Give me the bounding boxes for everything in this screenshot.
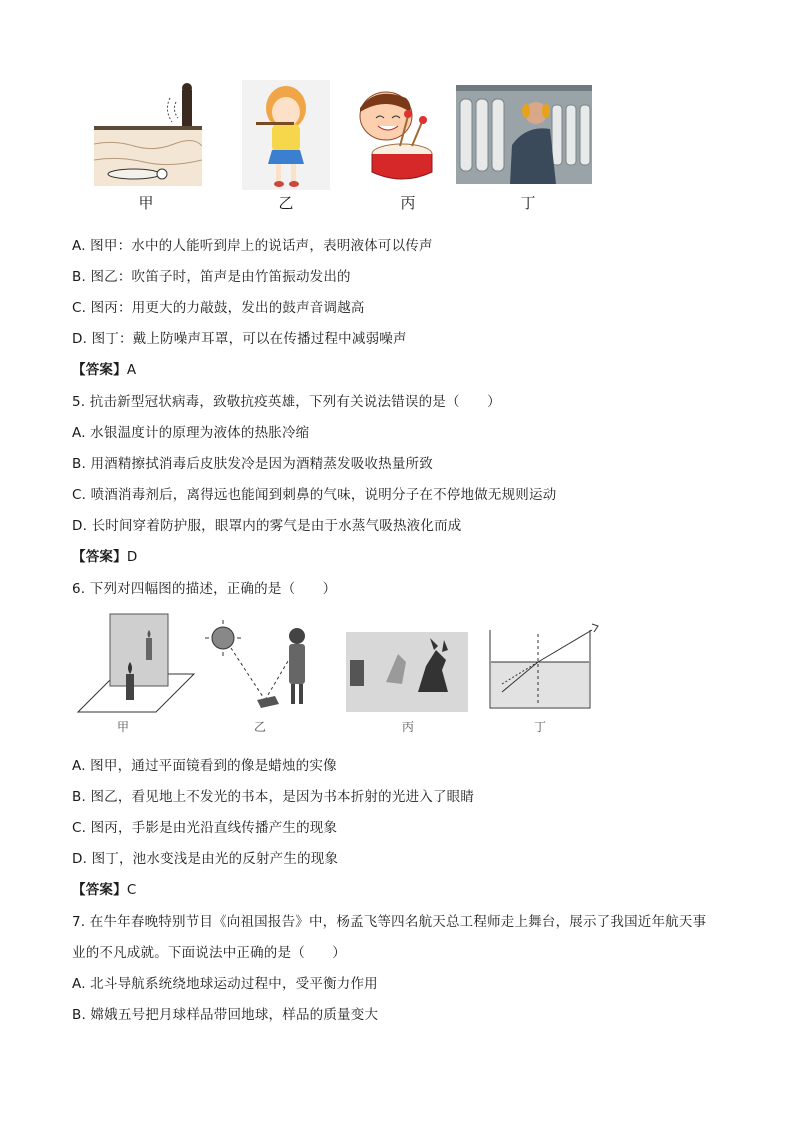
q7-option-a: A. 北斗导航系统绕地球运动过程中，受平衡力作用 [72, 976, 378, 992]
answer-value: C [126, 882, 137, 898]
q7-option-b: B. 嫦娥五号把月球样品带回地球，样品的质量变大 [72, 1007, 379, 1023]
figure-label-ding: 丁 [520, 194, 536, 212]
answer-value: D [126, 549, 138, 565]
figure-label-ding: 丁 [533, 720, 546, 734]
q4-option-c: C. 图丙：用更大的力敲鼓，发出的鼓声音调越高 [72, 300, 365, 316]
figure-label-bing: 丙 [400, 194, 416, 212]
q5-option-b: B. 用酒精擦拭消毒后皮肤发冷是因为酒精蒸发吸收热量所致 [72, 456, 433, 472]
q6-option-d: D. 图丁，池水变浅是由光的反射产生的现象 [72, 851, 339, 867]
q5-option-a: A. 水银温度计的原理为液体的热胀冷缩 [72, 425, 310, 441]
q4-option-a: A. 图甲：水中的人能听到岸上的说话声，表明液体可以传声 [72, 238, 433, 254]
figure-yi-sun-book-reflection [205, 616, 325, 716]
q7-stem-line2: 业的不凡成就。下面说法中正确的是（ ） [72, 945, 346, 961]
figure-jia-plane-mirror-candle [76, 612, 196, 716]
answer-tag: 【答案】 [72, 362, 127, 378]
q5-answer [72, 545, 137, 565]
q5-option-d: D. 长时间穿着防护服，眼罩内的雾气是由于水蒸气吸热液化而成 [72, 518, 462, 534]
figure-label-jia: 甲 [138, 194, 154, 212]
answer-tag: 【答案】 [72, 882, 127, 898]
q6-stem: 6. 下列对四幅图的描述，正确的是（ ） [72, 581, 337, 597]
figure-bing-hand-shadow [346, 632, 468, 712]
answer-tag: 【答案】 [72, 549, 127, 565]
q7-stem-line1: 7. 在牛年春晚特别节目《向祖国报告》中，杨孟飞等四名航天总工程师走上舞台，展示了我国近年航天事 [72, 914, 707, 930]
figure-label-yi: 乙 [253, 720, 266, 734]
q6-answer [72, 878, 136, 898]
q6-option-b: B. 图乙，看见地上不发光的书本，是因为书本折射的光进入了眼睛 [72, 789, 475, 805]
q4-option-d: D. 图丁：戴上防噪声耳罩，可以在传播过程中减弱噪声 [72, 331, 407, 347]
figure-yi-girl-flute [242, 80, 330, 190]
figure-label-jia: 甲 [116, 720, 129, 734]
q6-option-c: C. 图丙，手影是由光沿直线传播产生的现象 [72, 820, 338, 836]
figure-ding-pool-refraction [488, 620, 606, 712]
q4-option-b: B. 图乙：吹笛子时，笛声是由竹笛振动发出的 [72, 269, 351, 285]
q4-answer [72, 358, 136, 378]
figure-label-bing: 丙 [401, 720, 414, 734]
figure-label-yi: 乙 [278, 194, 294, 212]
answer-value: A [126, 362, 137, 378]
q5-option-c: C. 喷酒消毒剂后，离得远也能闻到刺鼻的气味，说明分子在不停地做无规则运动 [72, 487, 557, 503]
figure-ding-factory-earmuffs [456, 85, 592, 184]
q5-stem: 5. 抗击新型冠状病毒，致敬抗疫英雄，下列有关说法错误的是（ ） [72, 394, 501, 410]
q6-option-a: A. 图甲，通过平面镜看到的像是蜡烛的实像 [72, 758, 337, 774]
figure-jia-underwater-listener [94, 82, 202, 186]
figure-bing-boy-drum [346, 86, 440, 184]
